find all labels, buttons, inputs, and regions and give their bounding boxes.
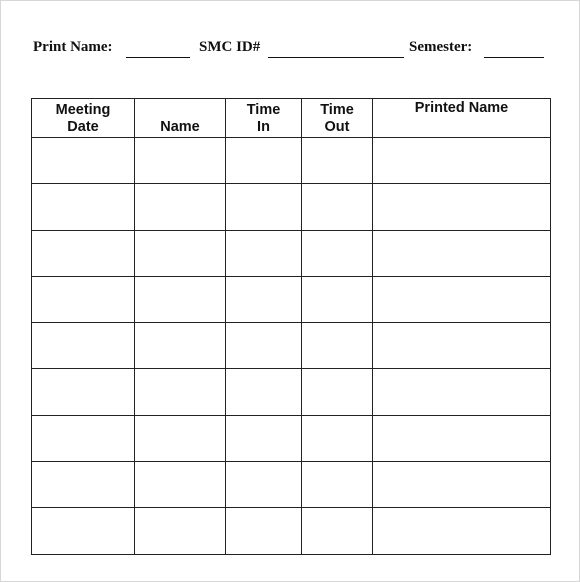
table-cell[interactable] xyxy=(135,230,226,276)
table-cell[interactable] xyxy=(302,276,373,322)
column-header-time-in: Time In xyxy=(226,99,302,138)
table-cell[interactable] xyxy=(373,369,551,415)
table-row xyxy=(32,323,551,369)
table-cell[interactable] xyxy=(373,276,551,322)
table-cell[interactable] xyxy=(32,508,135,554)
semester-label: Semester: xyxy=(409,39,473,55)
table-cell[interactable] xyxy=(226,508,302,554)
table-row xyxy=(32,462,551,508)
table-row xyxy=(32,138,551,184)
table-row xyxy=(32,369,551,415)
smc-id-blank xyxy=(268,57,404,58)
table-cell[interactable] xyxy=(32,138,135,184)
table-cell[interactable] xyxy=(373,415,551,461)
table-cell[interactable] xyxy=(32,462,135,508)
table-cell[interactable] xyxy=(226,138,302,184)
column-header-printed-name: Printed Name xyxy=(373,99,551,138)
table-cell[interactable] xyxy=(135,369,226,415)
table-cell[interactable] xyxy=(32,323,135,369)
table-row xyxy=(32,184,551,230)
attendance-table xyxy=(31,98,551,555)
table-cell[interactable] xyxy=(302,415,373,461)
table-cell[interactable] xyxy=(32,230,135,276)
table-cell[interactable] xyxy=(135,508,226,554)
table-cell[interactable] xyxy=(135,184,226,230)
table-header-row xyxy=(32,99,551,138)
table-cell[interactable] xyxy=(302,462,373,508)
table-cell[interactable] xyxy=(135,138,226,184)
table-cell[interactable] xyxy=(302,184,373,230)
table-row xyxy=(32,508,551,554)
table-cell[interactable] xyxy=(135,323,226,369)
table-cell[interactable] xyxy=(373,323,551,369)
print-name-label: Print Name: xyxy=(33,39,113,55)
table-cell[interactable] xyxy=(226,230,302,276)
table-cell[interactable] xyxy=(226,369,302,415)
table-cell[interactable] xyxy=(226,184,302,230)
table-cell[interactable] xyxy=(226,415,302,461)
table-cell[interactable] xyxy=(135,462,226,508)
semester-blank xyxy=(484,57,544,58)
table-cell[interactable] xyxy=(302,369,373,415)
table-cell[interactable] xyxy=(135,276,226,322)
print-name-blank xyxy=(126,57,190,58)
smc-id-label: SMC ID# xyxy=(199,39,261,55)
table-cell[interactable] xyxy=(302,323,373,369)
table-cell[interactable] xyxy=(226,462,302,508)
table-cell[interactable] xyxy=(373,508,551,554)
table-cell[interactable] xyxy=(373,462,551,508)
table-cell[interactable] xyxy=(226,323,302,369)
table-cell[interactable] xyxy=(32,276,135,322)
column-header-time-out: Time Out xyxy=(302,99,373,138)
table-row xyxy=(32,276,551,322)
table-cell[interactable] xyxy=(32,369,135,415)
table-row xyxy=(32,415,551,461)
table-cell[interactable] xyxy=(135,415,226,461)
table-cell[interactable] xyxy=(302,230,373,276)
table-cell[interactable] xyxy=(302,508,373,554)
table-row xyxy=(32,230,551,276)
table-cell[interactable] xyxy=(373,230,551,276)
table-cell[interactable] xyxy=(32,415,135,461)
table-body xyxy=(32,138,551,555)
table-cell[interactable] xyxy=(32,184,135,230)
table-cell[interactable] xyxy=(373,184,551,230)
table-cell[interactable] xyxy=(373,138,551,184)
column-header-name: Name xyxy=(135,99,226,138)
table-cell[interactable] xyxy=(226,276,302,322)
column-header-meeting-date: Meeting Date xyxy=(32,99,135,138)
table-cell[interactable] xyxy=(302,138,373,184)
